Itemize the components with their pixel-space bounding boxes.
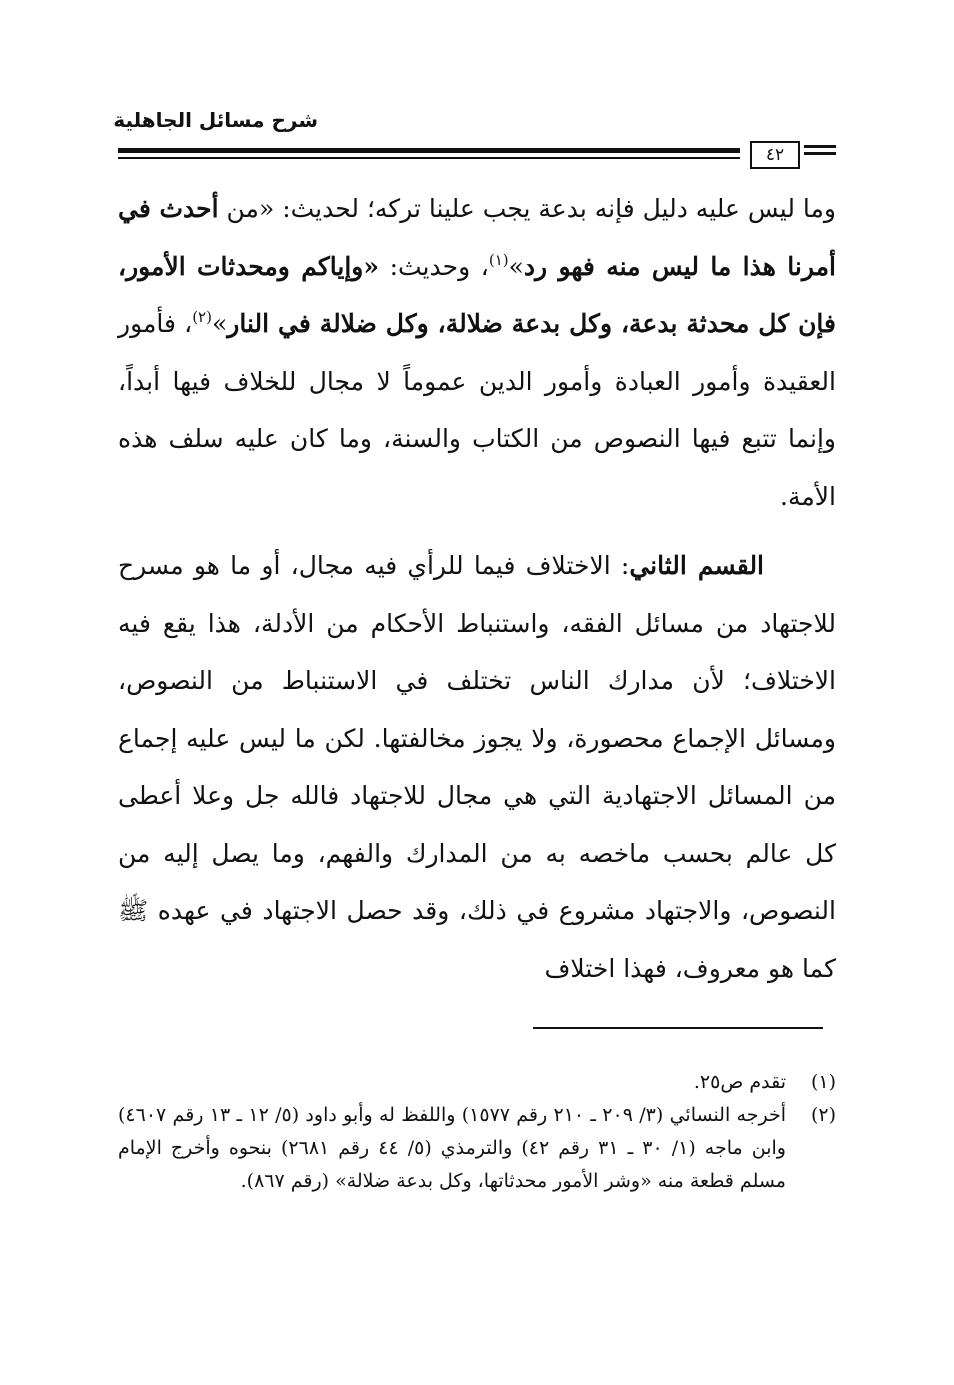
footnote-ref-2[interactable]: (٢) (192, 308, 212, 326)
footnote-ref-1[interactable]: (١) (488, 250, 509, 269)
footnote-1 (118, 1066, 836, 1099)
footnotes (118, 1066, 836, 1198)
page-number: ٤٢ (750, 141, 800, 169)
running-title: شرح مسائل الجاهلية (113, 108, 318, 132)
footnote-number: (٢) (810, 1104, 836, 1126)
footnote-text: أخرجه النسائي (٣/ ٢٠٩ ـ ٢١٠ رقم ١٥٧٧) واللفظ له وأبو داود (٥/ ١٢ ـ ١٣ رقم ٤٦٠٧) وابن ماجه (١/ ٣٠ ـ ٣١ رقم ٤٢) والترمذي (٥/ ٤٤ رقم ٢٦٨١) بنحوه وأخرج الإمام مسلم قطعة منه «وشر الأمور محدثاتها، وكل بدعة ضلالة» (رقم ٨٦٧). (118, 1104, 786, 1192)
section-lead: القسم الثاني (629, 551, 765, 580)
header-rule-thick (118, 148, 740, 153)
header-rule-thin (118, 157, 740, 159)
footnote-text: تقدم ص٢٥. (693, 1071, 786, 1093)
paragraph-2 (118, 537, 836, 997)
footnote-separator (533, 1027, 823, 1029)
text-run: ، فأمور العقيدة وأمور العبادة وأمور الدين عموماً لا مجال للخلاف فيها أبداً، وإنما تتبع فيها النصوص من الكتاب والسنة، وما كان عليه سلف هذه الأمة. (118, 309, 836, 511)
text-run: : الاختلاف فيما للرأي فيه مجال، أو ما هو مسرح للاجتهاد من مسائل الفقه، واستنباط الأحكام من الأدلة، هذا يقع فيه الاختلاف؛ لأن مدارك الناس تختلف في الاستنباط من النصوص، ومسائل الإجماع محصورة، ولا يجوز مخالفتها. لكن ما ليس عليه إجماع من المسائل الاجتهادية التي هي مجال للاجتهاد فالله جل وعلا أعطى كل عالم بحسب ماخصه به من المدارك والفهم، وما يصل إليه من النصوص، والاجتهاد مشروع في ذلك، وقد حصل الاجتهاد في عهده ﷺ كما هو معروف، فهذا اختلاف (118, 551, 836, 983)
header-ornament (804, 145, 836, 159)
text-run: وما ليس عليه دليل فإنه بدعة يجب علينا تركه؛ لحديث: «من (218, 194, 836, 223)
footnote-number: (١) (810, 1071, 836, 1093)
paragraph-1 (118, 180, 836, 525)
main-text (118, 180, 836, 997)
quote-mark: » (211, 309, 228, 338)
hadith-quote-1: أحدث في أمرنا هذا ما ليس منه فهو رد (118, 194, 836, 281)
quote-mark: » (508, 251, 524, 281)
text-run: ، وحديث: (378, 251, 489, 281)
hadith-quote-2: «وإياكم ومحدثات الأمور، فإن كل محدثة بدعة، وكل بدعة ضلالة، وكل ضلالة في النار (118, 251, 836, 338)
footnote-2 (118, 1099, 836, 1198)
